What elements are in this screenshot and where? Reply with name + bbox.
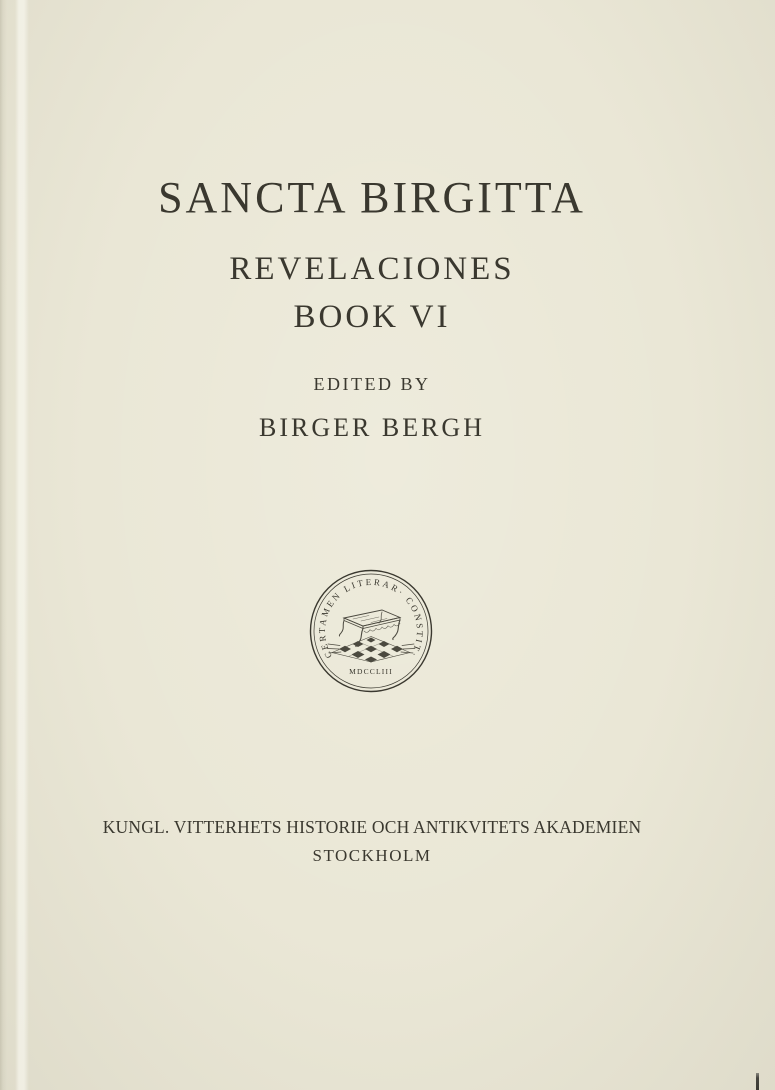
publisher-name: KUNGL. VITTERHETS HISTORIE OCH ANTIKVITETS AKADEMIEN — [102, 817, 642, 837]
work-title: REVELACIONES — [229, 251, 515, 287]
publisher-city: STOCKHOLM — [312, 846, 432, 865]
seal-year: MDCCLIII — [349, 667, 393, 676]
seal-motto: CERTAMEN LITERAR· CONSTIT· — [316, 576, 426, 661]
volume-title: BOOK VI — [293, 299, 451, 335]
academy-seal — [306, 566, 436, 696]
page-title: SANCTA BIRGITTA — [158, 173, 586, 222]
edited-by-label: EDITED BY — [313, 374, 431, 394]
scan-registration-mark — [756, 1073, 759, 1090]
seal-emblem-table-icon — [327, 610, 415, 663]
editor-name: BIRGER BERGH — [259, 413, 485, 442]
